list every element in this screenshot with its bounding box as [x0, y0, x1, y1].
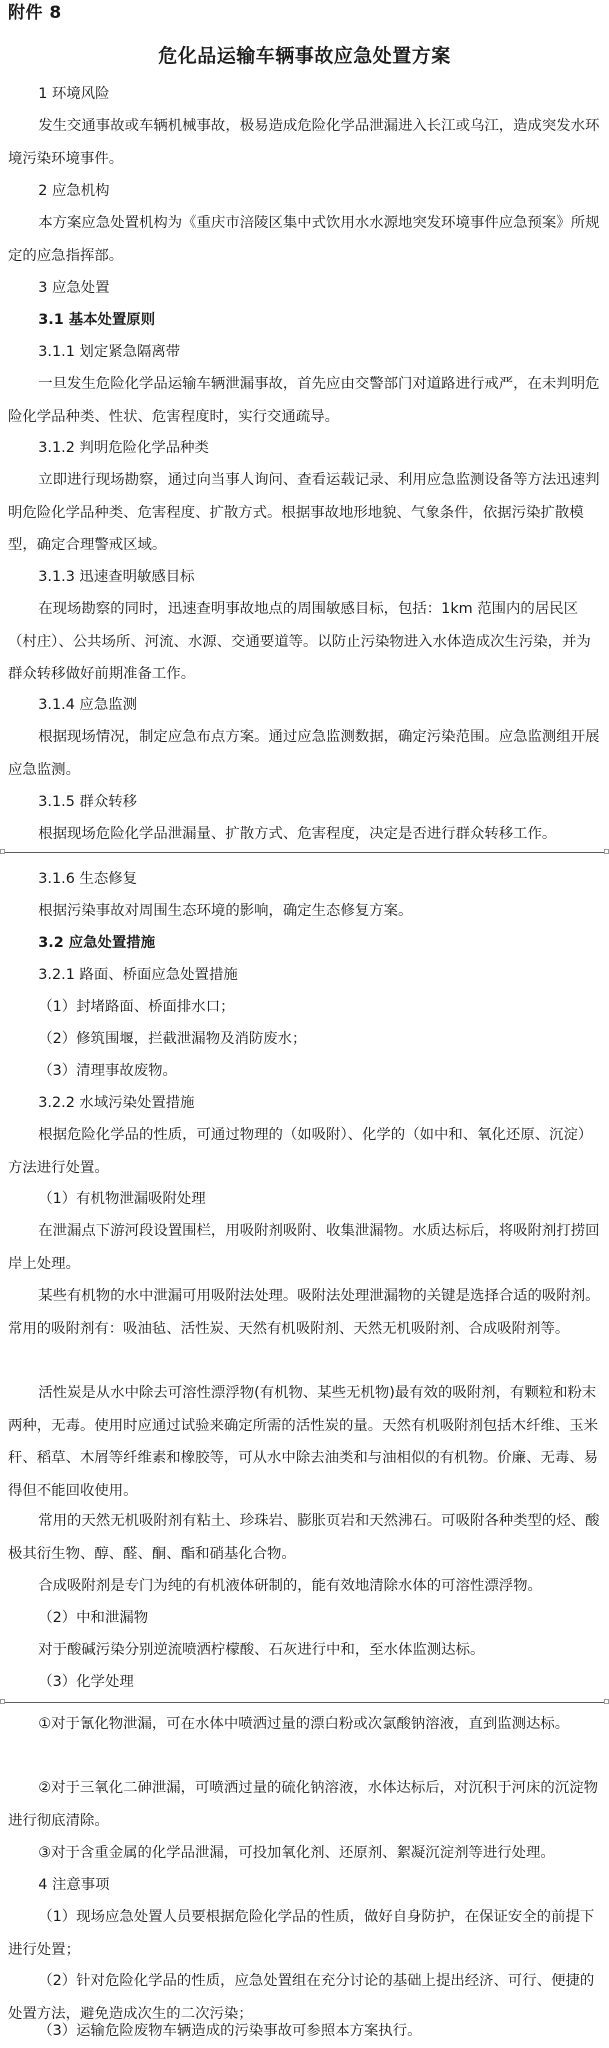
paragraph: 一旦发生危险化学品运输车辆泄漏事故，首先应由交警部门对道路进行戒严，在未判明危险化学品种类、性状、危害程度时，实行交通疏导。	[8, 376, 600, 425]
list-item: （1）封堵路面、桥面排水口；	[38, 999, 235, 1015]
subsection-heading: 3.1.6 生态修复	[38, 871, 137, 887]
section-heading: 3 应急处置	[38, 280, 110, 296]
list-item: （1）有机物泄漏吸附处理	[38, 1191, 206, 1207]
page-break	[0, 1702, 609, 1703]
list-item: （2）中和泄漏物	[38, 1610, 149, 1626]
subsection-heading: 3.1.1 划定紧急隔离带	[38, 344, 181, 360]
list-item: （3）运输危险废物车辆造成的污染事故可参照本方案执行。	[38, 2023, 422, 2039]
paragraph: ②对于三氧化二砷泄漏，可喷洒过量的硫化钠溶液，水体达标后，对沉积于河床的沉淀物进行彻底清除。	[8, 1780, 598, 1829]
section-heading: 1 环境风险	[38, 86, 110, 102]
subsection-heading: 3.1.3 迅速查明敏感目标	[38, 569, 195, 585]
paragraph: 合成吸附剂是专门为纯的有机液体研制的，能有效地清除水体的可溶性漂浮物。	[38, 1578, 542, 1594]
paragraph: 根据现场危险化学品泄漏量、扩散方式、危害程度，决定是否进行群众转移工作。	[38, 826, 557, 842]
paragraph: 根据现场情况，制定应急布点方案。通过应急监测数据，确定污染范围。应急监测组开展应急监测。	[8, 729, 600, 778]
list-item: （2）修筑围堰，拦截泄漏物及消防废水；	[38, 1031, 307, 1047]
paragraph: 根据危险化学品的性质，可通过物理的（如吸附）、化学的（如中和、氧化还原、沉淀）方法进行处置。	[8, 1127, 593, 1176]
section-heading: 4 注意事项	[38, 1877, 110, 1893]
paragraph: 在泄漏点下游河段设置围栏，用吸附剂吸附、收集泄漏物。水质达标后，将吸附剂打捞回岸上处理。	[8, 1223, 600, 1272]
list-item: （1）现场应急处置人员要根据危险化学品的性质，做好自身防护，在保证安全的前提下进行处置；	[8, 1909, 595, 1958]
paragraph: 对于酸碱污染分别逆流喷洒柠檬酸、石灰进行中和，至水体监测达标。	[38, 1642, 485, 1658]
paragraph: 活性炭是从水中除去可溶性漂浮物(有机物、某些无机物)最有效的吸附剂，有颗粒和粉末两种，无毒。使用时应通过试验来确定所需的活性炭的量。天然有机吸附剂包括木纤维、玉米秆、稻草、木屑等纤维素和橡胶等，可从水中除去油类和与油相似的有机物。价廉、无毒、易得但不能回收使用。	[8, 1385, 599, 1500]
page-break	[0, 852, 609, 853]
paragraph: 立即进行现场勘察，通过向当事人询问、查看运载记录、利用应急监测设备等方法迅速判明危险化学品种类、危害程度、扩散方式。根据事故地形地貌、气象条件，依据污染扩散模型，确定合理警戒区域。	[8, 472, 600, 554]
subsection-heading: 3.1.2 判明危险化学品种类	[38, 440, 209, 456]
attachment-label: 附件 8	[8, 3, 62, 23]
list-item: （3）化学处理	[38, 1674, 134, 1690]
subsection-heading: 3.1 基本处置原则	[38, 312, 156, 328]
paragraph: ①对于氰化物泄漏，可在水体中喷洒过量的漂白粉或次氯酸钠溶液，直到监测达标。	[38, 1716, 570, 1732]
document-title: 危化品运输车辆事故应急处置方案	[158, 45, 451, 67]
subsection-heading: 3.2.1 路面、桥面应急处置措施	[38, 967, 238, 983]
list-item: （2）针对危险化学品的性质，应急处置组在充分讨论的基础上提出经济、可行、便捷的处置方法，避免造成次生的二次污染；	[8, 1973, 595, 2022]
paragraph: 常用的天然无机吸附剂有粘土、珍珠岩、膨胀页岩和天然沸石。可吸附各种类型的烃、酸极其衍生物、醇、醛、酮、酯和硝基化合物。	[8, 1513, 600, 1562]
subsection-heading: 3.2.2 水域污染处置措施	[38, 1095, 195, 1111]
subsection-heading: 3.1.4 应急监测	[38, 697, 137, 713]
subsection-heading: 3.2 应急处置措施	[38, 935, 156, 951]
paragraph: 根据污染事故对周围生态环境的影响，确定生态修复方案。	[38, 903, 413, 919]
list-item: （3）清理事故废物。	[38, 1063, 177, 1079]
paragraph: 某些有机物的水中泄漏可用吸附法处理。吸附法处理泄漏物的关键是选择合适的吸附剂。常用的吸附剂有：吸油毡、活性炭、天然有机吸附剂、天然无机吸附剂、合成吸附剂等。	[8, 1288, 600, 1337]
paragraph: 发生交通事故或车辆机械事故，极易造成危险化学品泄漏进入长江或乌江，造成突发水环境污染环境事件。	[8, 118, 600, 167]
paragraph: 在现场勘察的同时，迅速查明事故地点的周围敏感目标，包括：1km 范围内的居民区（村庄）、公共场所、河流、水源、交通要道等。以防止污染物进入水体造成次生污染，并为群众转移做好前期准备工作。	[8, 601, 591, 683]
subsection-heading: 3.1.5 群众转移	[38, 794, 137, 810]
paragraph: ③对于含重金属的化学品泄漏，可投加氧化剂、还原剂、絮凝沉淀剂等进行处理。	[38, 1845, 555, 1861]
section-heading: 2 应急机构	[38, 183, 110, 199]
paragraph: 本方案应急处置机构为《重庆市涪陵区集中式饮用水水源地突发环境事件应急预案》所规定的应急指挥部。	[8, 215, 600, 264]
